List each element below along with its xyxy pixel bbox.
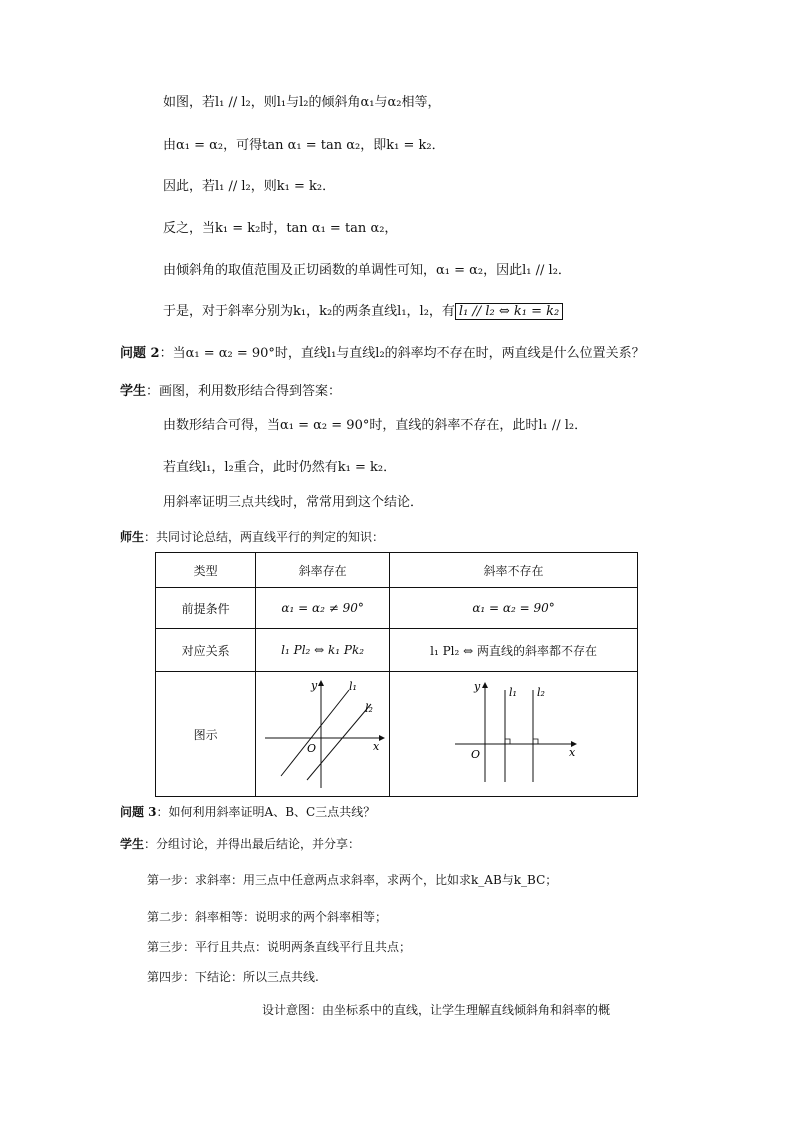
student-line-2: 若直线l₁，l₂重合，此时仍然有k₁ = k₂． <box>163 460 397 475</box>
comparison-table <box>155 552 638 797</box>
l1-label: l₁ <box>508 686 517 699</box>
table-header-row <box>156 553 638 588</box>
origin-label: O <box>306 742 316 755</box>
step-3: 第三步：平行且共点：说明两条直线平行且共点； <box>147 940 412 954</box>
para-6 <box>163 302 563 322</box>
table-row <box>156 672 638 797</box>
y-label: y <box>310 679 317 692</box>
step-1: 第一步：求斜率：用三点中任意两点求斜率，求两个，比如求k_AB与k_BC； <box>147 873 558 887</box>
question-3-label: 问题 3 <box>120 805 157 819</box>
student-line-1: 由数形结合可得，当α₁ = α₂ = 90°时，直线的斜率不存在，此时l₁ // l₂． <box>163 418 588 433</box>
origin-label: O <box>470 748 480 761</box>
figure-slope-exists <box>256 672 390 797</box>
table-cell: 前提条件 <box>156 588 256 629</box>
y-label: y <box>473 680 480 693</box>
l2-label: l₂ <box>536 686 545 699</box>
y-axis-arrow <box>482 682 488 688</box>
teacher-summary <box>120 527 384 547</box>
step-2: 第二步：斜率相等：说明求的两个斜率相等； <box>147 910 388 924</box>
x-label: x <box>372 740 379 753</box>
l2-label: l₂ <box>364 702 373 715</box>
slope-not-exists-diagram <box>449 676 579 792</box>
table-row <box>156 588 638 629</box>
line-l2 <box>307 704 371 780</box>
question-2-label: 问题 2 <box>120 346 160 361</box>
slope-exists-diagram <box>259 676 387 792</box>
question-2-text: ：当α₁ = α₂ = 90°时，直线l₁与直线l₂的斜率均不存在时，两直线是什么位置关系？ <box>159 346 645 361</box>
student-answer-2 <box>120 834 360 854</box>
para-5: 由倾斜角的取值范围及正切函数的单调性可知，α₁ = α₂，因此l₁ // l₂． <box>163 263 571 278</box>
question-3 <box>120 802 375 822</box>
teacher-text: ：共同讨论总结，两直线平行的判定的知识： <box>144 530 385 544</box>
table-header: 类型 <box>156 553 256 588</box>
table-cell: α₁ = α₂ = 90° <box>390 588 638 629</box>
table-cell: 图示 <box>156 672 256 797</box>
para-1: 如图，若l₁ // l₂，则l₁与l₂的倾斜角α₁与α₂相等， <box>163 95 441 110</box>
table-cell: α₁ = α₂ ≠ 90° <box>256 588 390 629</box>
x-label: x <box>568 746 575 759</box>
student-line-3: 用斜率证明三点共线时，常常用到这个结论． <box>163 495 424 510</box>
teacher-label: 师生 <box>120 530 145 544</box>
design-intent: 设计意图：由坐标系中的直线，让学生理解直线倾斜角和斜率的概 <box>262 1003 611 1017</box>
table-row <box>156 629 638 672</box>
x-axis-arrow <box>379 735 385 741</box>
line-l1 <box>281 690 349 776</box>
student-label: 学生 <box>120 384 147 399</box>
step-4: 第四步：下结论：所以三点共线. <box>147 970 319 984</box>
para-3: 因此，若l₁ // l₂，则k₁ = k₂． <box>163 179 336 194</box>
figure-slope-not-exists <box>390 672 638 797</box>
student-text: ：分组讨论，并得出最后结论，并分享： <box>144 837 361 851</box>
question-2 <box>120 344 645 364</box>
student-label: 学生 <box>120 837 145 851</box>
question-3-text: ：如何利用斜率证明A、B、C三点共线？ <box>156 805 376 819</box>
table-header: 斜率存在 <box>256 553 390 588</box>
conclusion-box: l₁ // l₂ ⇔ k₁ = k₂ <box>455 303 563 320</box>
y-axis-arrow <box>318 680 324 686</box>
para-2: 由α₁ = α₂，可得tan α₁ = tan α₂，即k₁ = k₂． <box>163 138 445 153</box>
right-angle-mark <box>533 739 538 744</box>
table-cell: 对应关系 <box>156 629 256 672</box>
l1-label: l₁ <box>348 680 357 693</box>
right-angle-mark <box>505 739 510 744</box>
table-cell: l₁ Pl₂ ⇔ k₁ Pk₂ <box>256 629 390 672</box>
table-header: 斜率不存在 <box>390 553 638 588</box>
student-answer-1 <box>120 382 341 402</box>
table-cell: l₁ Pl₂ ⇔ 两直线的斜率都不存在 <box>390 629 638 672</box>
student-text: ：画图，利用数形结合得到答案： <box>146 384 342 399</box>
para-6-prefix: 于是，对于斜率分别为k₁，k₂的两条直线l₁，l₂，有 <box>163 304 455 319</box>
para-4: 反之，当k₁ = k₂时，tan α₁ = tan α₂， <box>163 221 398 236</box>
